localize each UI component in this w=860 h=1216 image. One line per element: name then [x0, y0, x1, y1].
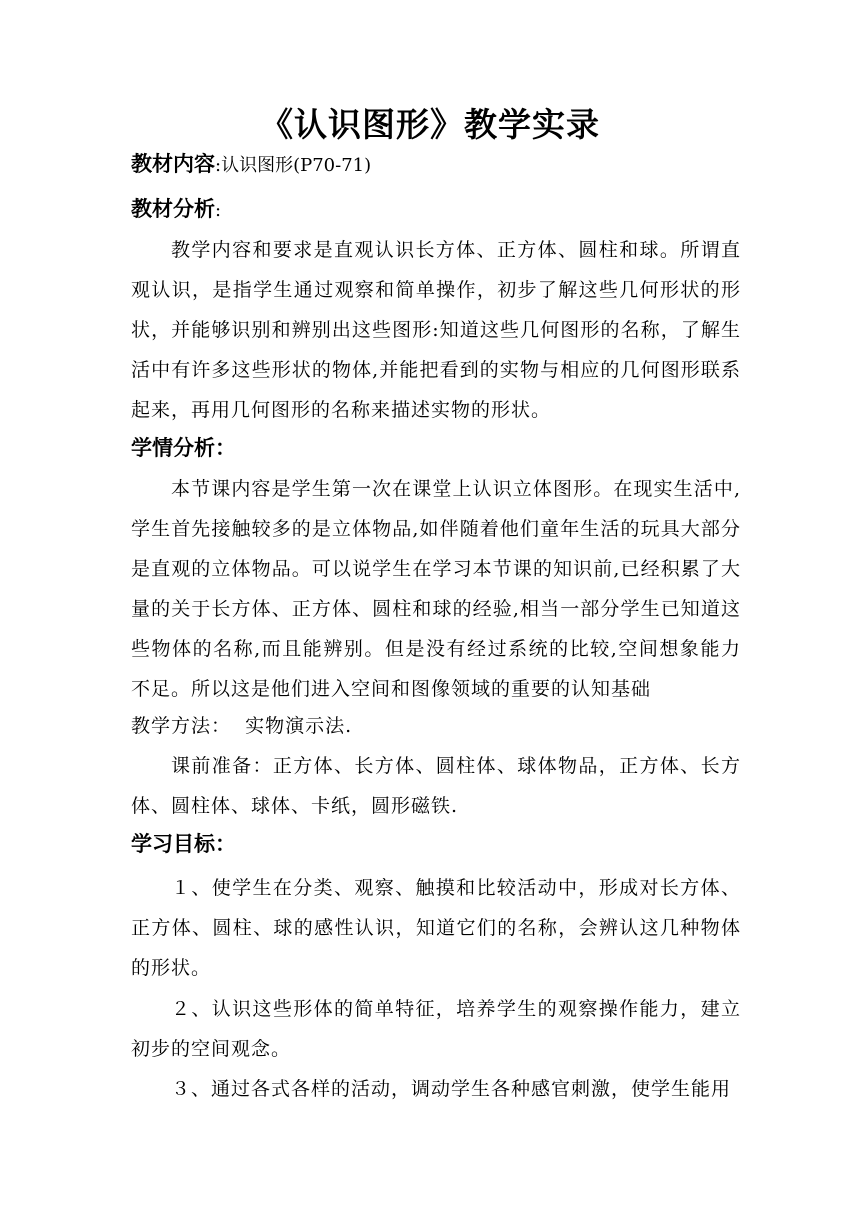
analysis-separator: : — [215, 200, 222, 221]
goals-heading-row — [131, 828, 741, 858]
analysis-heading: 教材分析 — [131, 197, 215, 221]
material-separator: : — [215, 155, 222, 176]
learning-paragraph: 本节课内容是学生第一次在课堂上认识立体图形。在现实生活中,学生首先接触较多的是立体物品,如伴随着他们童年生活的玩具大部分是直观的立体物品。可以说学生在学习本节课的知识前,已经积累了大量的关于长方体、正方体、圆柱和球的经验,相当一部分学生已知道这些物体的名称,而且能辨别。但是没有经过系统的比较,空间想象能力不足。所以这是他们进入空间和图像领域的重要的认知基础 — [131, 478, 741, 700]
analysis-heading-row — [131, 193, 741, 223]
analysis-paragraph: 教学内容和要求是直观认识长方体、正方体、圆柱和球。所谓直观认识，是指学生通过观察和简单操作，初步了解这些几何形状的形状，并能够识别和辨别出这些图形:知道这些几何图形的名称，了解生活中有许多这些形状的物体,并能把看到的实物与相应的几何图形联系起来，再用几何图形的名称来描述实物的形状。 — [131, 239, 741, 421]
goal-item: ２、认识这些形体的简单特征，培养学生的观察操作能力，建立初步的空间观念。 — [131, 998, 741, 1060]
learning-heading: 学情分析： — [131, 436, 236, 460]
goal-item: １、使学生在分类、观察、触摸和比较活动中，形成对长方体、正方体、圆柱、球的感性认识，知道它们的名称，会辨认这几种物体的形状。 — [131, 877, 741, 979]
goals-heading: 学习目标： — [131, 832, 236, 856]
learning-heading-row — [131, 432, 741, 462]
goal-item: ３、通过各式各样的活动，调动学生各种感官刺激，使学生能用 — [171, 1078, 732, 1100]
material-label: 教材内容 — [131, 152, 215, 176]
page-title: 《认识图形》教学实录 — [260, 105, 600, 144]
material-row — [131, 148, 741, 178]
method-line: 教学方法： 实物演示法. — [131, 715, 353, 737]
prep-paragraph: 课前准备：正方体、长方体、圆柱体、球体物品，正方体、长方体、圆柱体、球体、卡纸，圆形磁铁. — [131, 755, 741, 817]
material-value: 认识图形(P70-71) — [221, 155, 372, 176]
